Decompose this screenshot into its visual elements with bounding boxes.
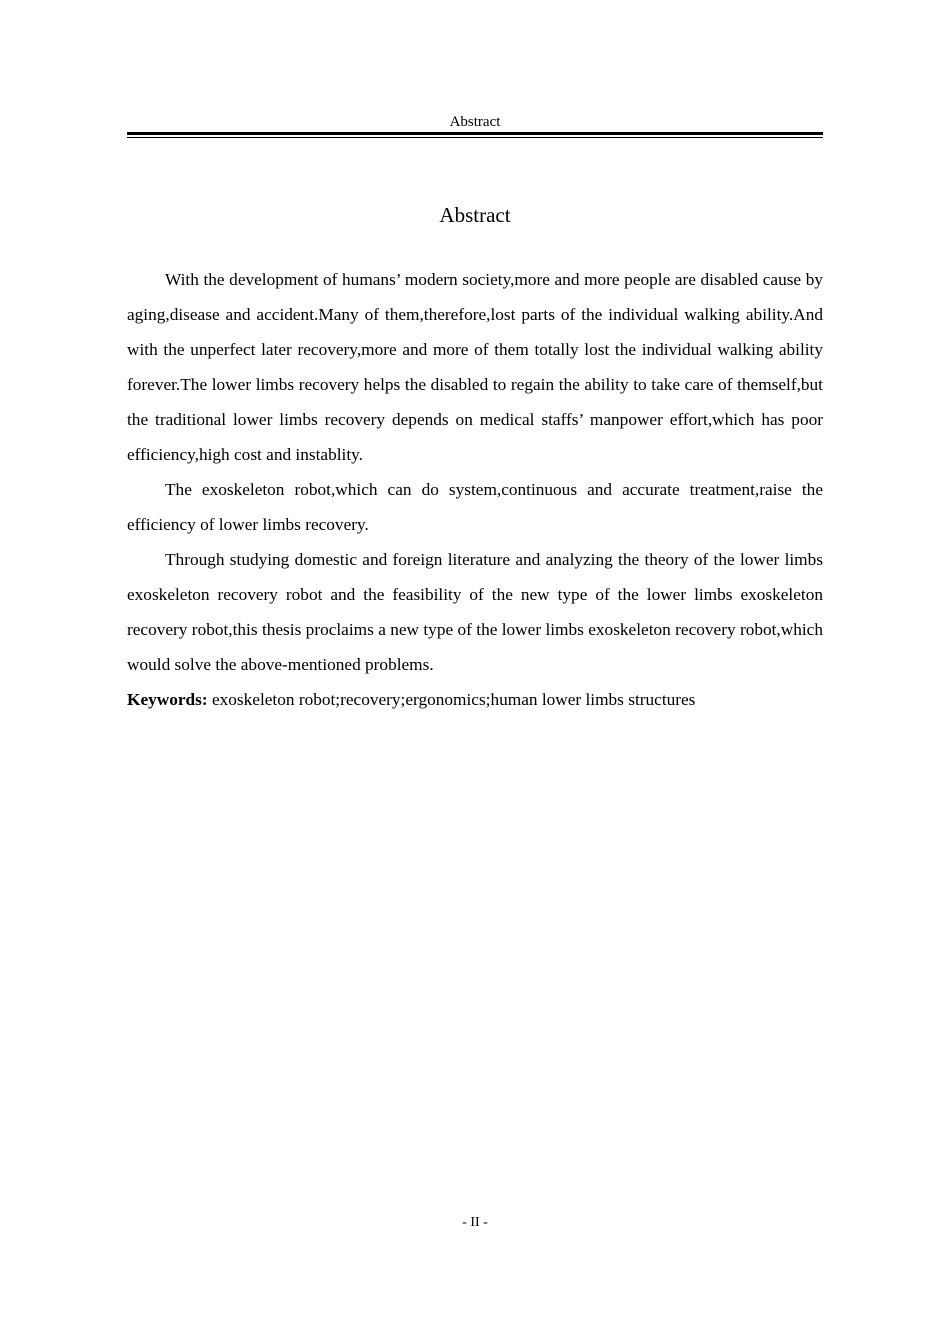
abstract-paragraph-2: The exoskeleton robot,which can do system,continuous and accurate treatment,raise the efficiency of lower limbs recovery.	[127, 480, 823, 534]
keywords-line	[127, 682, 823, 717]
header-rule-thick	[127, 132, 823, 135]
abstract-body	[127, 262, 823, 717]
keywords-text: exoskeleton robot;recovery;ergonomics;human lower limbs structures	[211, 690, 696, 709]
header-rule	[127, 132, 823, 138]
page-title: Abstract	[439, 203, 511, 227]
running-header: Abstract	[449, 114, 501, 130]
abstract-paragraph-1: With the development of humans’ modern society,more and more people are disabled cause by aging,disease and accident.Many of them,therefore,lost parts of the individual walking ability.And with the unperfect later recovery,more and more of them totally lost the individual walking ability forever.The lower limbs recovery helps the disabled to regain the ability to take care of themself,but the traditional lower limbs recovery depends on medical staffs’ manpower effort,which has poor efficiency,high cost and instablity.	[127, 270, 823, 464]
header-rule-thin	[127, 137, 823, 138]
keywords-label: Keywords:	[127, 690, 212, 709]
page-number: - II -	[462, 1215, 488, 1230]
abstract-paragraph-3: Through studying domestic and foreign literature and analyzing the theory of the lower limbs exoskeleton recovery robot and the feasibility of the new type of the lower limbs exoskeleton recovery robot,this thesis proclaims a new type of the lower limbs exoskeleton recovery robot,which would solve the above-mentioned problems.	[127, 550, 823, 674]
